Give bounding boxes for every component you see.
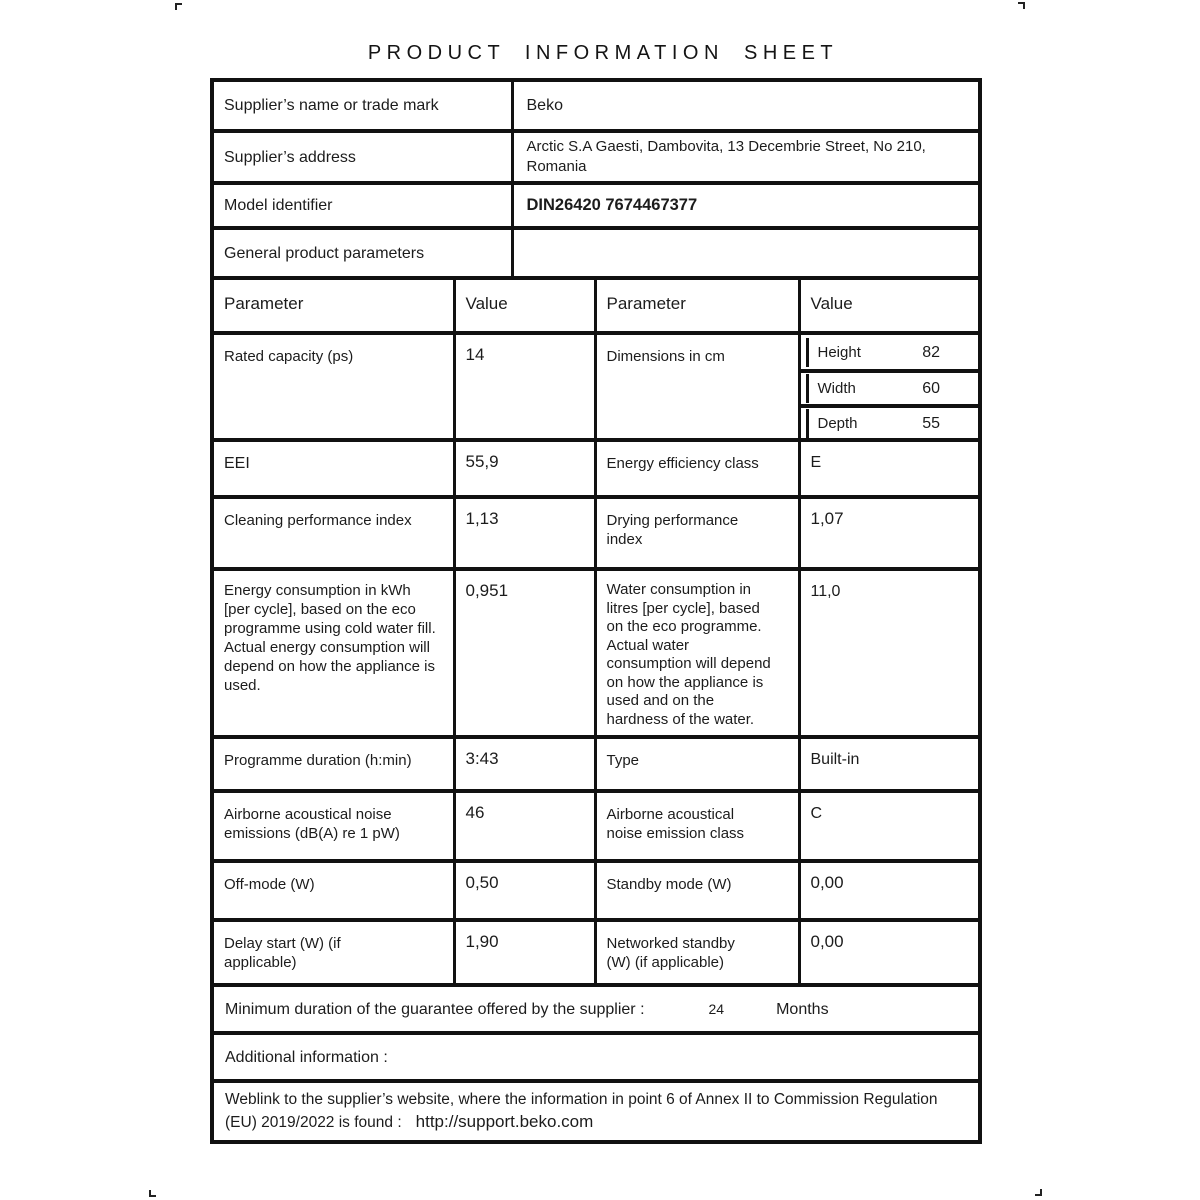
supplier-address-value: Arctic S.A Gaesti, Dambovita, 13 Decembrie Street, No 210, Romania <box>512 131 980 183</box>
table-row-delay-start <box>212 920 980 985</box>
table-row-eei <box>212 440 980 497</box>
table-row-offmode <box>212 861 980 920</box>
rated-capacity-label: Rated capacity (ps) <box>212 333 454 440</box>
type-value: Built-in <box>799 737 980 791</box>
supplier-name-label: Supplier’s name or trade mark <box>212 80 512 131</box>
table-header-row <box>212 278 980 333</box>
dimension-depth-cell <box>799 406 980 440</box>
weblink-label: Weblink to the supplier’s website, where the information in point 6 of Annex II to Commission Regulation (EU) 2019/2022 is found : <box>225 1091 938 1131</box>
depth-label: Depth <box>817 414 858 432</box>
noise-class-value: C <box>799 791 980 861</box>
crop-mark-top-right-icon <box>1018 2 1025 9</box>
weblink-url: http://support.beko.com <box>415 1112 594 1131</box>
general-parameters-label: General product parameters <box>212 228 512 278</box>
guarantee-unit: Months <box>776 1000 829 1018</box>
supplier-address-row <box>212 131 980 183</box>
delay-start-value: 1,90 <box>454 920 595 985</box>
energy-consumption-label: Energy consumption in kWh [per cycle], based on the eco programme using cold water fill. Actual energy consumption will depend on how the appliance is used. <box>212 569 454 737</box>
weblink-row <box>212 1081 980 1142</box>
type-label: Type <box>595 737 799 791</box>
depth-value: 55 <box>922 414 941 432</box>
standby-mode-value: 0,00 <box>799 861 980 920</box>
model-identifier-row <box>212 183 980 228</box>
guarantee-row <box>212 985 980 1033</box>
model-identifier-label: Model identifier <box>212 183 512 228</box>
table-row-cleaning <box>212 497 980 569</box>
header-value-1: Value <box>454 278 595 333</box>
supplier-name-row <box>212 80 980 131</box>
programme-duration-label: Programme duration (h:min) <box>212 737 454 791</box>
energy-consumption-value: 0,951 <box>454 569 595 737</box>
guarantee-label: Minimum duration of the guarantee offered by the supplier : <box>225 1000 645 1018</box>
crop-mark-bottom-right-icon <box>1035 1189 1042 1196</box>
supplier-address-label: Supplier’s address <box>212 131 512 183</box>
supplier-name-value: Beko <box>512 80 980 131</box>
header-value-2: Value <box>799 278 980 333</box>
dimensions-label: Dimensions in cm <box>595 333 799 440</box>
width-value: 60 <box>922 380 941 397</box>
eei-value: 55,9 <box>454 440 595 497</box>
dimension-width-cell <box>799 371 980 406</box>
height-label: Height <box>817 343 861 361</box>
general-parameters-row <box>212 228 980 278</box>
header-parameter-2: Parameter <box>595 278 799 333</box>
model-identifier-value: DIN26420 7674467377 <box>512 183 980 228</box>
water-consumption-label: Water consumption in litres [per cycle], based on the eco programme. Actual water consumption will depend on how the appliance is used and on the hardness of the water. <box>595 569 799 737</box>
cleaning-index-value: 1,13 <box>454 497 595 569</box>
energy-class-value: E <box>799 440 980 497</box>
energy-class-label: Energy efficiency class <box>595 440 799 497</box>
height-value: 82 <box>922 343 941 361</box>
standby-mode-label: Standby mode (W) <box>595 861 799 920</box>
eei-label: EEI <box>212 440 454 497</box>
drying-index-label: Drying performance index <box>595 497 799 569</box>
off-mode-label: Off-mode (W) <box>212 861 454 920</box>
off-mode-value: 0,50 <box>454 861 595 920</box>
guarantee-value: 24 <box>708 1000 725 1017</box>
table-row-duration <box>212 737 980 791</box>
general-parameters-empty <box>512 228 980 278</box>
header-parameter-1: Parameter <box>212 278 454 333</box>
width-label: Width <box>817 380 856 397</box>
rated-capacity-value: 14 <box>454 333 595 440</box>
noise-emissions-label: Airborne acoustical noise emissions (dB(A) re 1 pW) <box>212 791 454 861</box>
table-row-consumption <box>212 569 980 737</box>
additional-information-label: Additional information : <box>212 1033 980 1081</box>
page-title: PRODUCT INFORMATION SHEET <box>367 42 839 64</box>
noise-emissions-value: 46 <box>454 791 595 861</box>
additional-information-row <box>212 1033 980 1081</box>
noise-class-label: Airborne acoustical noise emission class <box>595 791 799 861</box>
dimension-height-cell <box>799 333 980 371</box>
programme-duration-value: 3:43 <box>454 737 595 791</box>
networked-standby-label: Networked standby (W) (if applicable) <box>595 920 799 985</box>
crop-mark-bottom-left-icon <box>149 1190 156 1197</box>
drying-index-value: 1,07 <box>799 497 980 569</box>
networked-standby-value: 0,00 <box>799 920 980 985</box>
cleaning-index-label: Cleaning performance index <box>212 497 454 569</box>
delay-start-label: Delay start (W) (if applicable) <box>212 920 454 985</box>
product-info-table <box>210 78 982 1144</box>
table-row-noise <box>212 791 980 861</box>
crop-mark-top-left-icon <box>175 3 182 10</box>
table-row-rated-capacity <box>212 333 980 371</box>
water-consumption-value: 11,0 <box>799 569 980 737</box>
